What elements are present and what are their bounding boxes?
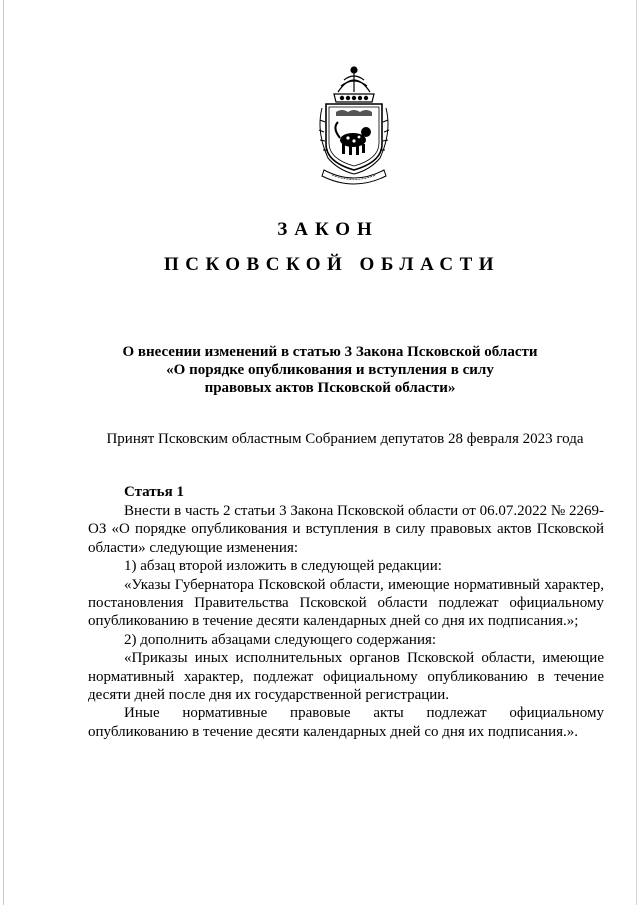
article-paragraph: «Указы Губернатора Псковской области, имеющие нормативный характер, постановления Правительства Псковской области подлежат официальному опубликованию в течение десяти календарных дней со дня их подписания.»;: [88, 576, 604, 630]
document-title: ЗАКОН: [277, 219, 379, 240]
article-heading: Статья 1: [124, 484, 184, 500]
coat-of-arms-emblem: [308, 62, 400, 186]
article-paragraph: 2) дополнить абзацами следующего содержания:: [124, 631, 437, 648]
law-subject-line: «О порядке опубликования и вступления в силу: [166, 362, 494, 378]
law-subject-line: О внесении изменений в статью 3 Закона Псковской области: [122, 344, 538, 360]
article-paragraph: Иные нормативные правовые акты подлежат официальному опубликованию в течение десяти календарных дней со дня их подписания.».: [88, 705, 604, 740]
article-paragraph: «Приказы иных исполнительных органов Псковской области, имеющие нормативный характер, подлежат официальному опубликованию в течение десяти дней после дня их государственной регистрации.: [88, 650, 604, 704]
article-paragraph: 1) абзац второй изложить в следующей редакции:: [124, 558, 442, 575]
scan-edge-right: [636, 0, 637, 905]
scan-edge-left: [3, 0, 4, 905]
document-subtitle: ПСКОВСКОЙ ОБЛАСТИ: [163, 254, 501, 275]
article-body: [88, 502, 604, 741]
article-paragraph: Внести в часть 2 статьи 3 Закона Псковской области от 06.07.2022 № 2269-ОЗ «О порядке опубликования и вступления в силу правовых актов Псковской области» следующие изменения:: [88, 503, 604, 556]
law-subject-line: правовых актов Псковской области»: [204, 380, 456, 396]
adoption-note: Принят Псковским областным Собранием депутатов 28 февраля 2023 года: [106, 431, 584, 447]
law-subject: [120, 343, 540, 397]
